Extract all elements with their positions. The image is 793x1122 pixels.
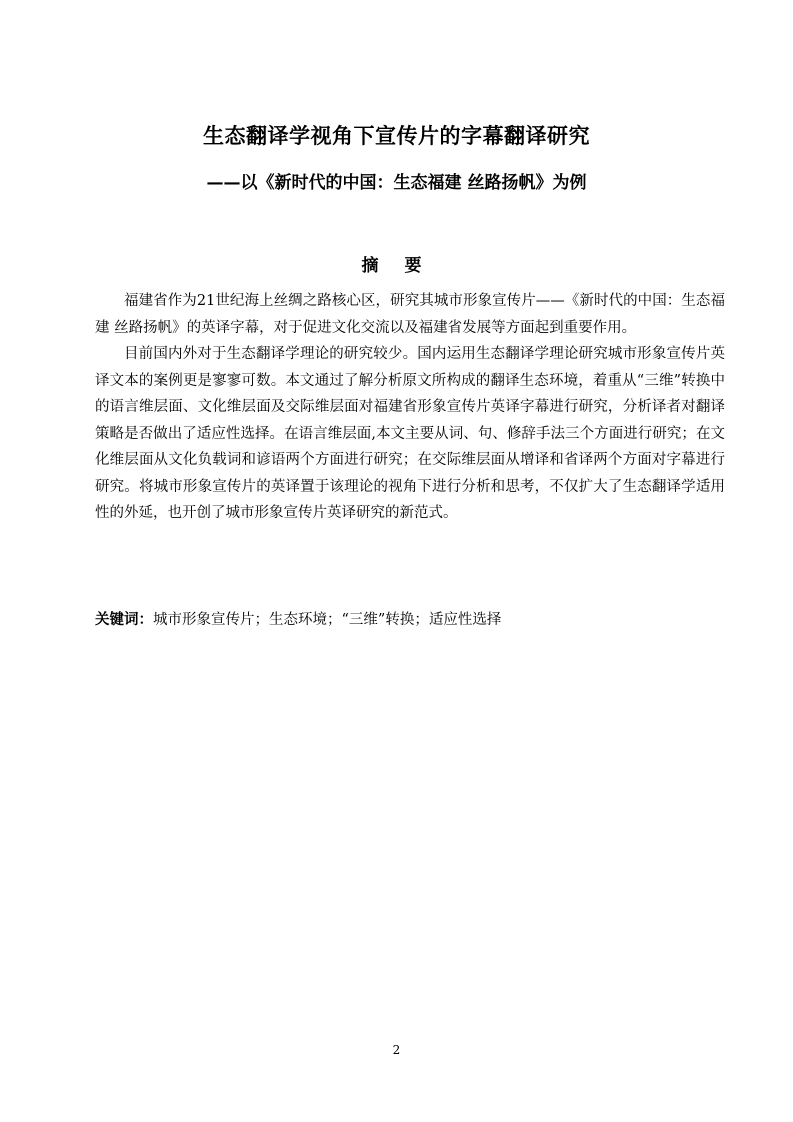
- abstract-heading: 摘 要: [361, 256, 432, 276]
- page-number: 2: [392, 1043, 401, 1057]
- paper-title: 生态翻译学视角下宣传片的字幕翻译研究: [203, 124, 590, 148]
- paper-subtitle: ——以《新时代的中国：生态福建 丝路扬帆》为例: [206, 173, 587, 193]
- abstract-paragraph-1: 福建省作为21世纪海上丝绸之路核心区，研究其城市形象宣传片——《新时代的中国：生态福建 丝路扬帆》的英译字幕，对于促进文化交流以及福建省发展等方面起到重要作用。: [95, 293, 725, 336]
- keywords: [95, 607, 725, 633]
- abstract-paragraph-2: 目前国内外对于生态翻译学理论的研究较少。国内运用生态翻译学理论研究城市形象宣传片英译文本的案例更是寥寥可数。本文通过了解分析原文所构成的翻译生态环境，着重从“三维”转换中的语言维层面、文化维层面及交际维层面对福建省形象宣传片英译字幕进行研究，分析译者对翻译策略是否做出了适应性选择。在语言维层面,本文主要从词、句、修辞手法三个方面进行研究；在文化维层面从文化负载词和谚语两个方面进行研究；在交际维层面从增译和省译两个方面对字幕进行研究。将城市形象宣传片的英译置于该理论的视角下进行分析和思考，不仅扩大了生态翻译学适用性的外延，也开创了城市形象宣传片英译研究的新范式。: [95, 346, 725, 521]
- abstract-body: [95, 288, 725, 527]
- keywords-label: 关键词：: [95, 612, 153, 628]
- keywords-text: 城市形象宣传片；生态环境；“三维”转换；适应性选择: [153, 612, 502, 628]
